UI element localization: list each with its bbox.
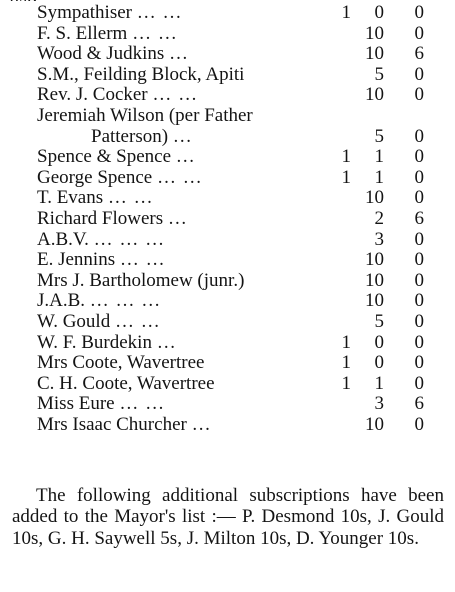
pence-amount: 0 [414, 372, 424, 394]
pounds-amount: 1 [341, 2, 351, 23]
list-item [0, 394, 455, 415]
shillings-amount: 10 [365, 290, 384, 312]
pounds-amount: 1 [341, 331, 351, 353]
shillings-amount: 10 [365, 269, 384, 291]
dot-leader: … [156, 331, 177, 353]
subscriber-name: Sympathiser … … [37, 2, 183, 23]
shillings-amount: 0 [374, 2, 384, 23]
pence-amount: 0 [414, 2, 424, 23]
pounds-amount: 1 [341, 166, 351, 188]
shillings-amount: 3 [374, 393, 384, 415]
subscriber-name: George Spence … … [37, 166, 203, 188]
list-item [0, 415, 455, 436]
pence-amount: 0 [414, 187, 424, 209]
dot-leader: … … [152, 84, 199, 106]
shillings-amount: 10 [365, 22, 384, 44]
additional-subscriptions-paragraph [12, 485, 444, 549]
pence-amount: 0 [414, 166, 424, 188]
subscriber-name: Wood & Judkins … [37, 43, 190, 65]
subscriber-name: Patterson) … [91, 125, 193, 147]
pence-amount: 0 [414, 269, 424, 291]
shillings-amount: 10 [365, 84, 384, 106]
subscriber-name: E. Jennins … … [37, 249, 166, 271]
shillings-amount: 1 [374, 146, 384, 168]
pence-amount: 0 [414, 63, 424, 85]
shillings-amount: 0 [374, 352, 384, 374]
shillings-amount: 10 [365, 413, 384, 435]
list-item [0, 188, 455, 209]
shillings-amount: 1 [374, 166, 384, 188]
pence-amount: 6 [414, 43, 424, 65]
subscriber-name: Richard Flowers … [37, 207, 188, 229]
subscriber-name: J.A.B. … … … [37, 290, 162, 312]
subscriber-name: Mrs Isaac Churcher … [37, 413, 212, 435]
list-item [0, 127, 455, 148]
pounds-amount: 1 [341, 146, 351, 168]
subscriber-name: Miss Eure … … [37, 393, 166, 415]
clipped-header-fragment [9, 0, 69, 1]
list-item [0, 312, 455, 333]
list-item [0, 85, 455, 106]
list-item [0, 271, 455, 292]
dot-leader: … … [114, 310, 161, 332]
shillings-amount: 5 [374, 63, 384, 85]
pence-amount: 6 [414, 393, 424, 415]
subscriber-name: Mrs J. Bartholomew (junr.) [37, 269, 245, 291]
list-item [0, 230, 455, 251]
pence-amount: 0 [414, 352, 424, 374]
list-item [0, 24, 455, 45]
subscriber-name: Mrs Coote, Wavertree [37, 352, 205, 374]
pence-amount: 0 [414, 413, 424, 435]
dot-leader: … … [119, 249, 166, 271]
subscriber-name: Rev. J. Cocker … … [37, 84, 199, 106]
dot-leader: … … … [89, 290, 162, 312]
subscriber-name: W. F. Burdekin … [37, 331, 177, 353]
dot-leader: … [175, 146, 196, 168]
dot-leader: … … [136, 2, 183, 23]
pence-amount: 0 [414, 249, 424, 271]
subscriber-name: S.M., Feilding Block, Apiti [37, 63, 245, 85]
list-item [0, 250, 455, 271]
dot-leader: … … [156, 166, 203, 188]
pence-amount: 6 [414, 207, 424, 229]
subscriber-name: C. H. Coote, Wavertree [37, 372, 215, 394]
shillings-amount: 2 [374, 207, 384, 229]
subscriber-name: F. S. Ellerm … … [37, 22, 178, 44]
pence-amount: 0 [414, 125, 424, 147]
dot-leader: … [167, 207, 188, 229]
dot-leader: … … [119, 393, 166, 415]
list-item [0, 333, 455, 354]
subscriber-name: A.B.V. … … … [37, 228, 166, 250]
shillings-amount: 10 [365, 43, 384, 65]
pounds-amount: 1 [341, 372, 351, 394]
shillings-amount: 0 [374, 331, 384, 353]
list-item [0, 44, 455, 65]
subscription-list [0, 3, 455, 435]
pence-amount: 0 [414, 290, 424, 312]
shillings-amount: 1 [374, 372, 384, 394]
subscriber-name: Jeremiah Wilson (per Father [37, 104, 253, 126]
pence-amount: 0 [414, 84, 424, 106]
shillings-amount: 10 [365, 187, 384, 209]
pence-amount: 0 [414, 228, 424, 250]
list-item [0, 291, 455, 312]
list-item [0, 209, 455, 230]
pence-amount: 0 [414, 310, 424, 332]
dot-leader: … … … [93, 228, 166, 250]
list-item [0, 65, 455, 86]
list-item [0, 3, 455, 24]
dot-leader: … [191, 413, 212, 435]
shillings-amount: 3 [374, 228, 384, 250]
subscriber-name: T. Evans … … [37, 187, 154, 209]
shillings-amount: 5 [374, 125, 384, 147]
pence-amount: 0 [414, 331, 424, 353]
pence-amount: 0 [414, 22, 424, 44]
list-item [0, 168, 455, 189]
pence-amount: 0 [414, 146, 424, 168]
dot-leader: … … [132, 22, 178, 44]
paragraph-text: The following additional subscriptions have been added to the Mayor's list :— P. Desmond 10s, J. Gould 10s, G. H. Saywell 5s, J. Milton 10s, D. Younger 10s. [12, 485, 444, 549]
pounds-amount: 1 [341, 352, 351, 374]
list-item [0, 106, 455, 127]
shillings-amount: 5 [374, 310, 384, 332]
dot-leader: … [172, 125, 193, 147]
dot-leader: … … [107, 187, 154, 209]
subscriber-name: Spence & Spence … [37, 146, 196, 168]
subscriber-name: W. Gould … … [37, 310, 161, 332]
list-item [0, 353, 455, 374]
list-item [0, 374, 455, 395]
dot-leader: … [169, 43, 190, 65]
list-item [0, 147, 455, 168]
shillings-amount: 10 [365, 249, 384, 271]
